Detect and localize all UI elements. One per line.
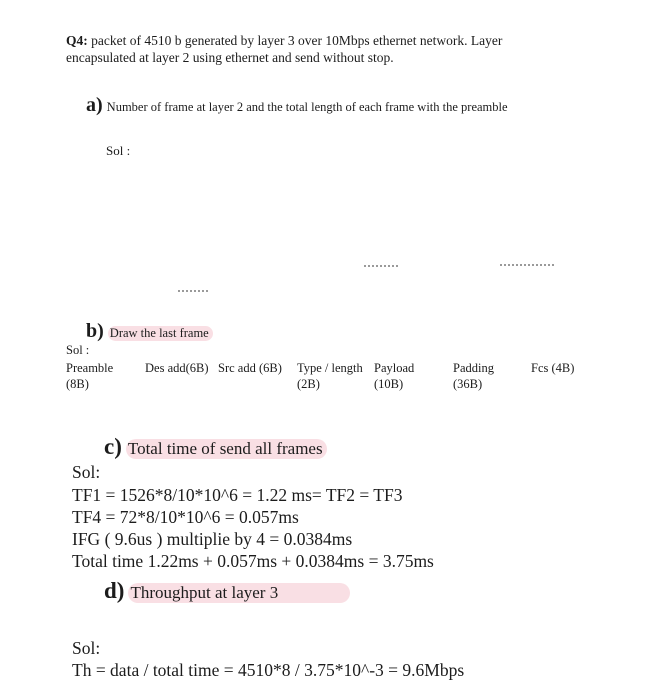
- frame-field-fcs: Fcs (4B): [531, 361, 575, 375]
- frame-field-payload: Payload: [374, 361, 415, 375]
- part-c-line-2: TF4 = 72*8/10*10^6 = 0.057ms: [72, 507, 299, 527]
- frame-field-dest: Des add(6B): [145, 361, 209, 375]
- part-b-letter: b): [86, 320, 104, 342]
- part-a-title: Number of frame at layer 2 and the total length of each frame with the preamble: [106, 100, 508, 114]
- part-d-sol: Sol:: [72, 638, 101, 658]
- part-b-title: Draw the last frame: [108, 326, 213, 341]
- question-text-2: encapsulated at layer 2 using ethernet and send without stop.: [66, 50, 394, 65]
- faint-mark-2: [500, 264, 554, 266]
- question-label: Q4:: [66, 33, 88, 48]
- part-c-line-1: TF1 = 1526*8/10*10^6 = 1.22 ms= TF2 = TF3: [72, 485, 403, 505]
- part-c-heading: [104, 434, 327, 460]
- question-line-1: [66, 32, 502, 50]
- part-a-sol: Sol :: [106, 143, 131, 158]
- part-a-heading: [86, 94, 508, 117]
- frame-field-type-size: (2B): [297, 377, 320, 391]
- frame-field-payload-size: (10B): [374, 377, 404, 391]
- frame-field-padding-size: (36B): [453, 377, 483, 391]
- part-d-answer: Th = data / total time = 4510*8 / 3.75*10^-3 = 9.6Mbps: [72, 660, 465, 680]
- part-c-sol: Sol:: [72, 462, 101, 482]
- part-d-heading: [104, 578, 350, 604]
- part-d-title: Throughput at layer 3: [128, 583, 350, 603]
- part-c-title: Total time of send all frames: [126, 439, 327, 459]
- part-c-letter: c): [104, 434, 122, 459]
- frame-field-preamble-size: (8B): [66, 377, 89, 391]
- part-c-line-4: Total time 1.22ms + 0.057ms + 0.0384ms = 3.75ms: [72, 551, 434, 571]
- part-a-letter: a): [86, 94, 103, 116]
- frame-field-padding: Padding: [453, 361, 494, 375]
- frame-field-src: Src add (6B): [218, 361, 282, 375]
- faint-mark-3: [178, 290, 208, 292]
- frame-field-preamble: Preamble: [66, 361, 114, 375]
- question-line-2: [66, 49, 394, 67]
- part-c-line-3: IFG ( 9.6us ) multiplie by 4 = 0.0384ms: [72, 529, 353, 549]
- question-text-1: packet of 4510 b generated by layer 3 over 10Mbps ethernet network. Layer: [91, 33, 503, 48]
- faint-mark-1: [364, 265, 398, 267]
- part-d-letter: d): [104, 578, 125, 603]
- part-b-sol: Sol :: [66, 343, 90, 357]
- part-b-heading: [86, 320, 213, 343]
- frame-field-type: Type / length: [297, 361, 363, 375]
